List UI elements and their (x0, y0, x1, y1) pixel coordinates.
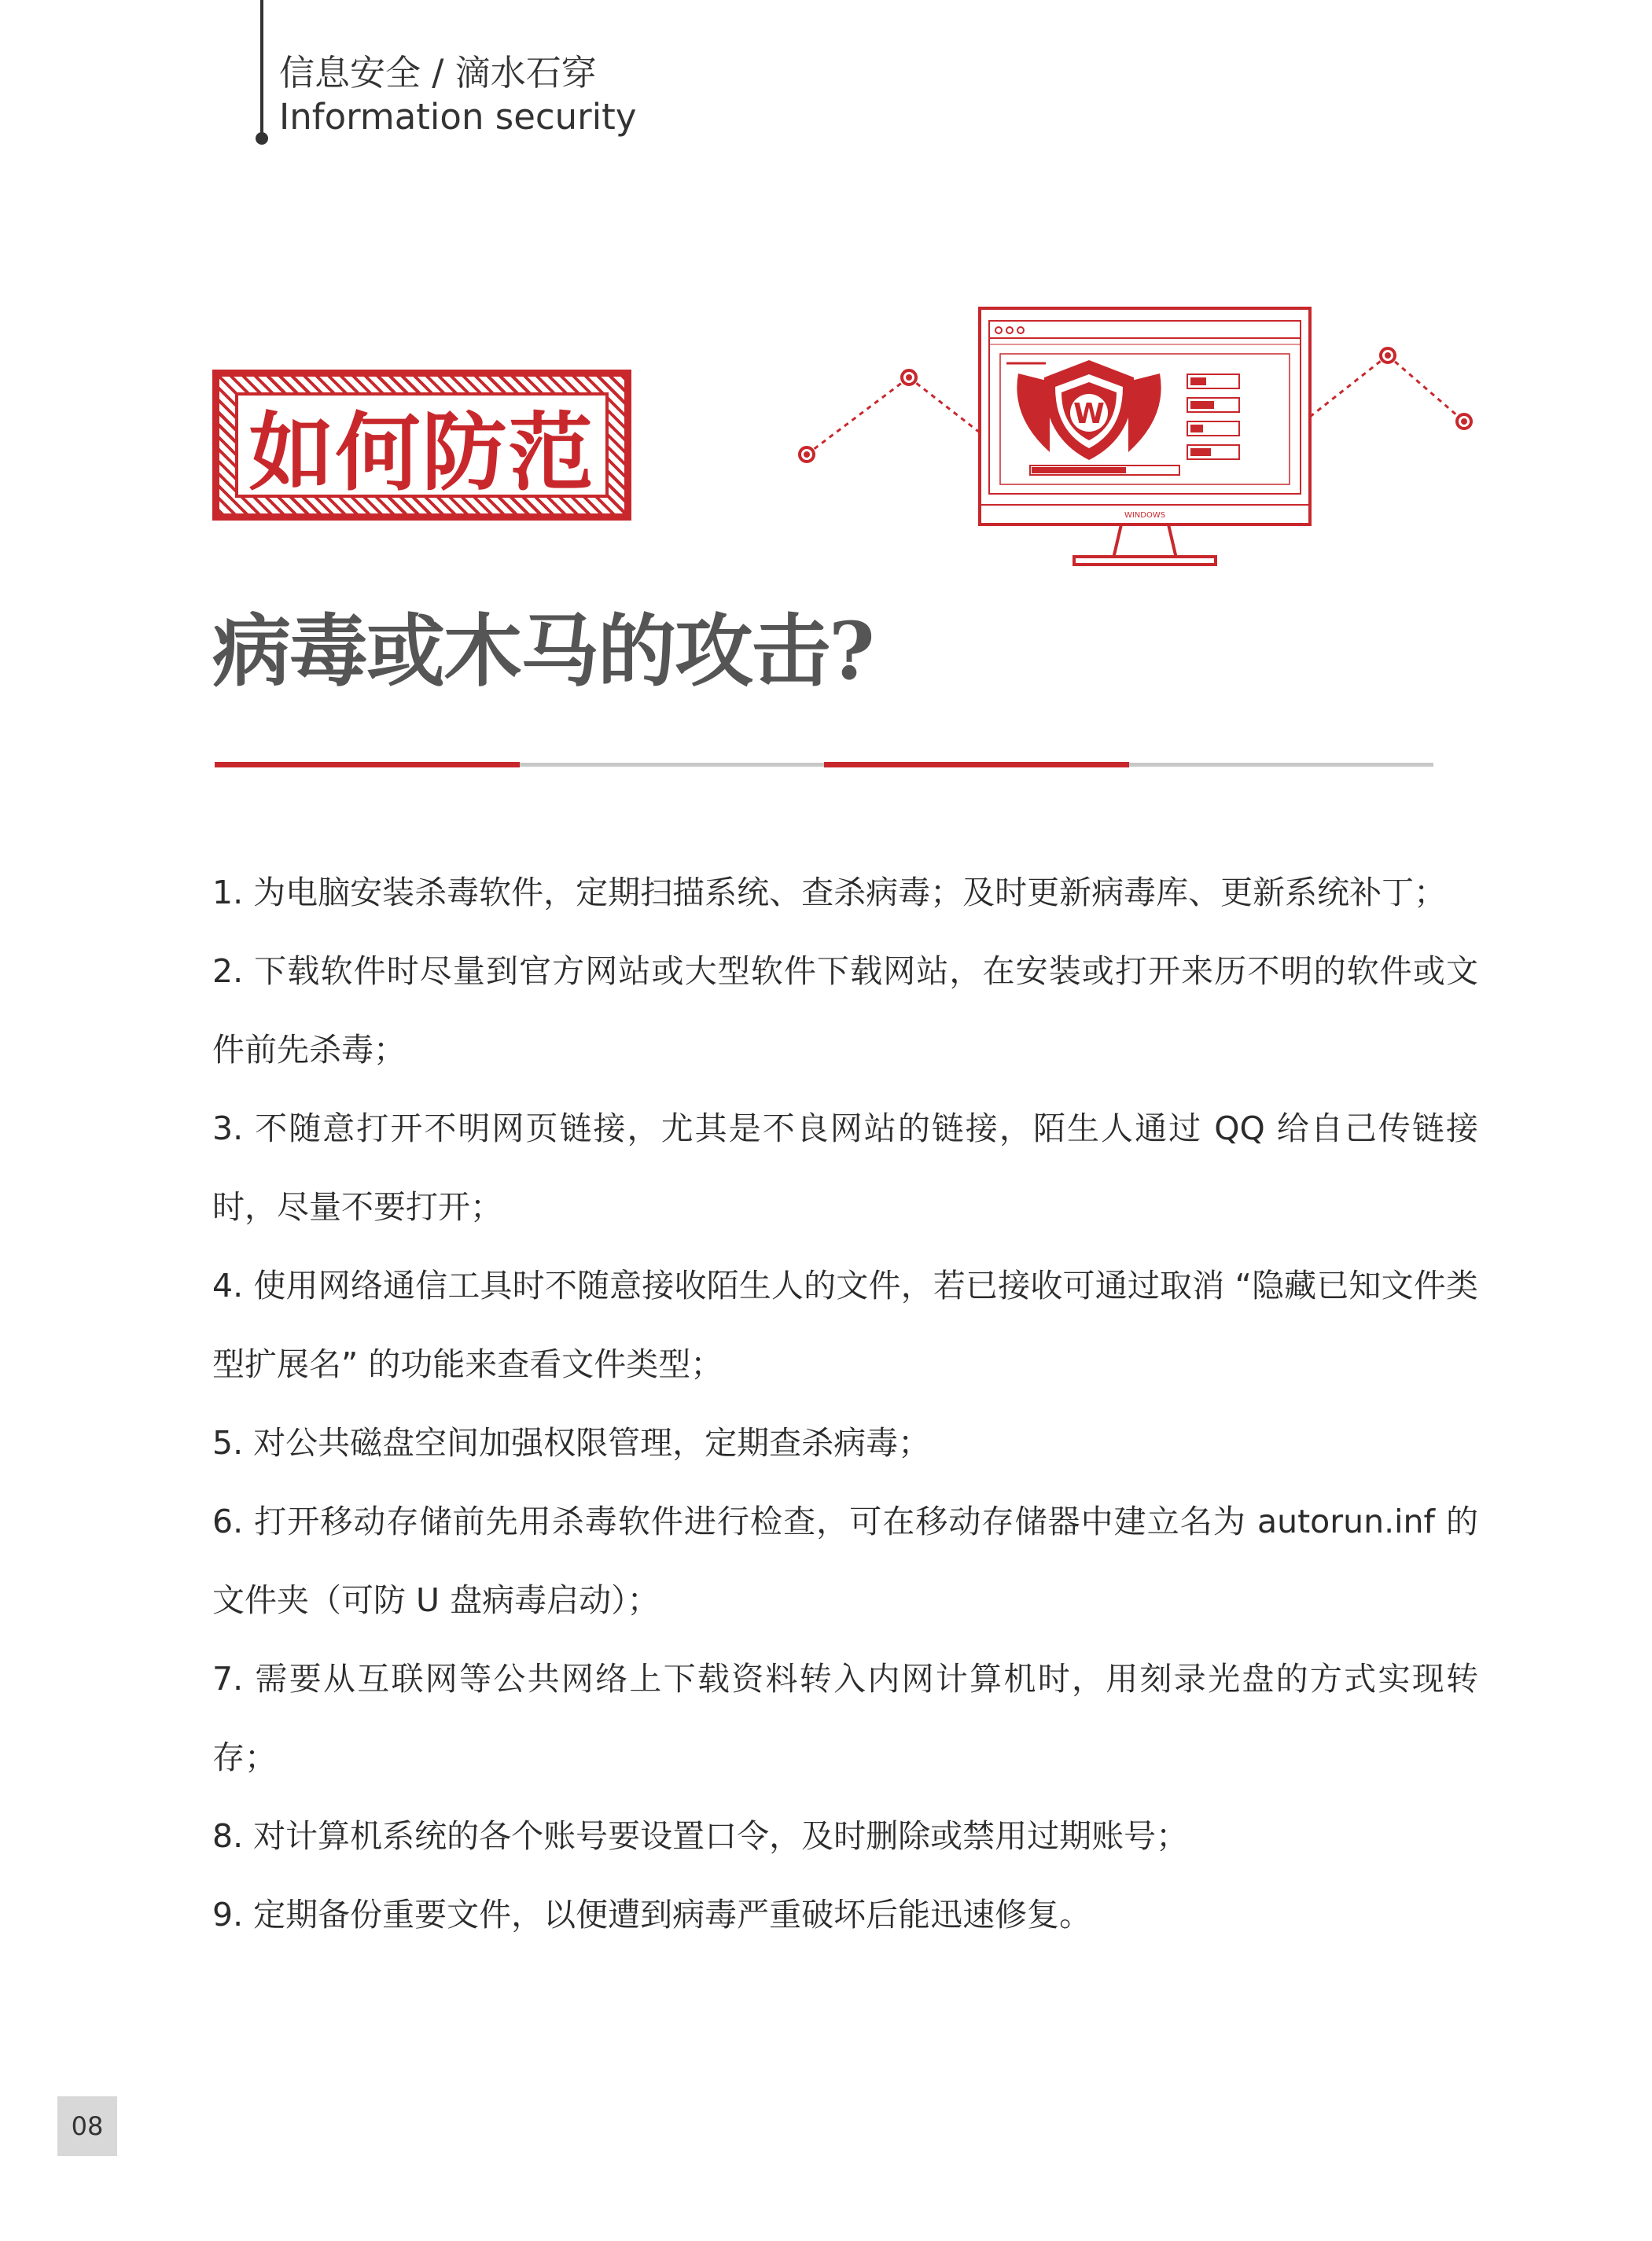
tip-item: 6. 打开移动存储前先用杀毒软件进行检查，可在移动存储器中建立名为 autorun.inf 的文件夹（可防 U 盘病毒启动）； (212, 1503, 1478, 1619)
header-rule-dot (256, 132, 268, 145)
header-title-cn: 信息安全 / 滴水石穿 (279, 52, 597, 94)
tip-item: 9. 定期备份重要文件，以便遭到病毒严重破坏后能迅速修复。 (212, 1896, 1092, 1934)
header-rule (260, 0, 263, 138)
monitor-shield-illustration (786, 299, 1510, 582)
tip-item: 1. 为电脑安装杀毒软件，定期扫描系统、查杀病毒；及时更新病毒库、更新系统补丁； (212, 874, 1447, 911)
right-connector-icon (1310, 348, 1471, 429)
tip-item: 5. 对公共磁盘空间加强权限管理，定期查杀病毒； (212, 1424, 931, 1462)
title-badge-inner (235, 392, 609, 502)
title-badge (212, 370, 631, 521)
divider-segment-gray (520, 763, 824, 767)
left-connector-icon (800, 370, 980, 462)
tip-item: 2. 下载软件时尽量到官方网站或大型软件下载网站，在安装或打开来历不明的软件或文件前先杀毒； (212, 952, 1478, 1069)
tip-item: 4. 使用网络通信工具时不随意接收陌生人的文件，若已接收可通过取消 “隐藏已知文件类型扩展名” 的功能来查看文件类型； (212, 1267, 1478, 1383)
tips-list (212, 853, 1478, 1954)
badge-title: 如何防范 (248, 403, 595, 502)
divider-segment-red (824, 762, 1129, 767)
tip-item: 8. 对计算机系统的各个账号要设置口令，及时删除或禁用过期账号； (212, 1817, 1189, 1855)
section-divider (215, 762, 1433, 767)
shield-letter: W (1073, 398, 1105, 430)
header-title-en: Information security (279, 96, 637, 138)
page-number: 08 (71, 2111, 104, 2141)
divider-segment-gray (1129, 763, 1433, 767)
monitor-icon (980, 308, 1310, 565)
page-number-box (57, 2096, 117, 2156)
tip-item: 7. 需要从互联网等公共网络上下载资料转入内网计算机时，用刻录光盘的方式实现转存； (212, 1660, 1478, 1776)
divider-segment-red (215, 762, 520, 767)
tip-item: 3. 不随意打开不明网页链接，尤其是不良网站的链接，陌生人通过 QQ 给自己传链接时，尽量不要打开； (212, 1109, 1478, 1226)
page-subtitle: 病毒或木马的攻击? (212, 605, 874, 697)
monitor-brand: WINDOWS (1124, 511, 1166, 520)
